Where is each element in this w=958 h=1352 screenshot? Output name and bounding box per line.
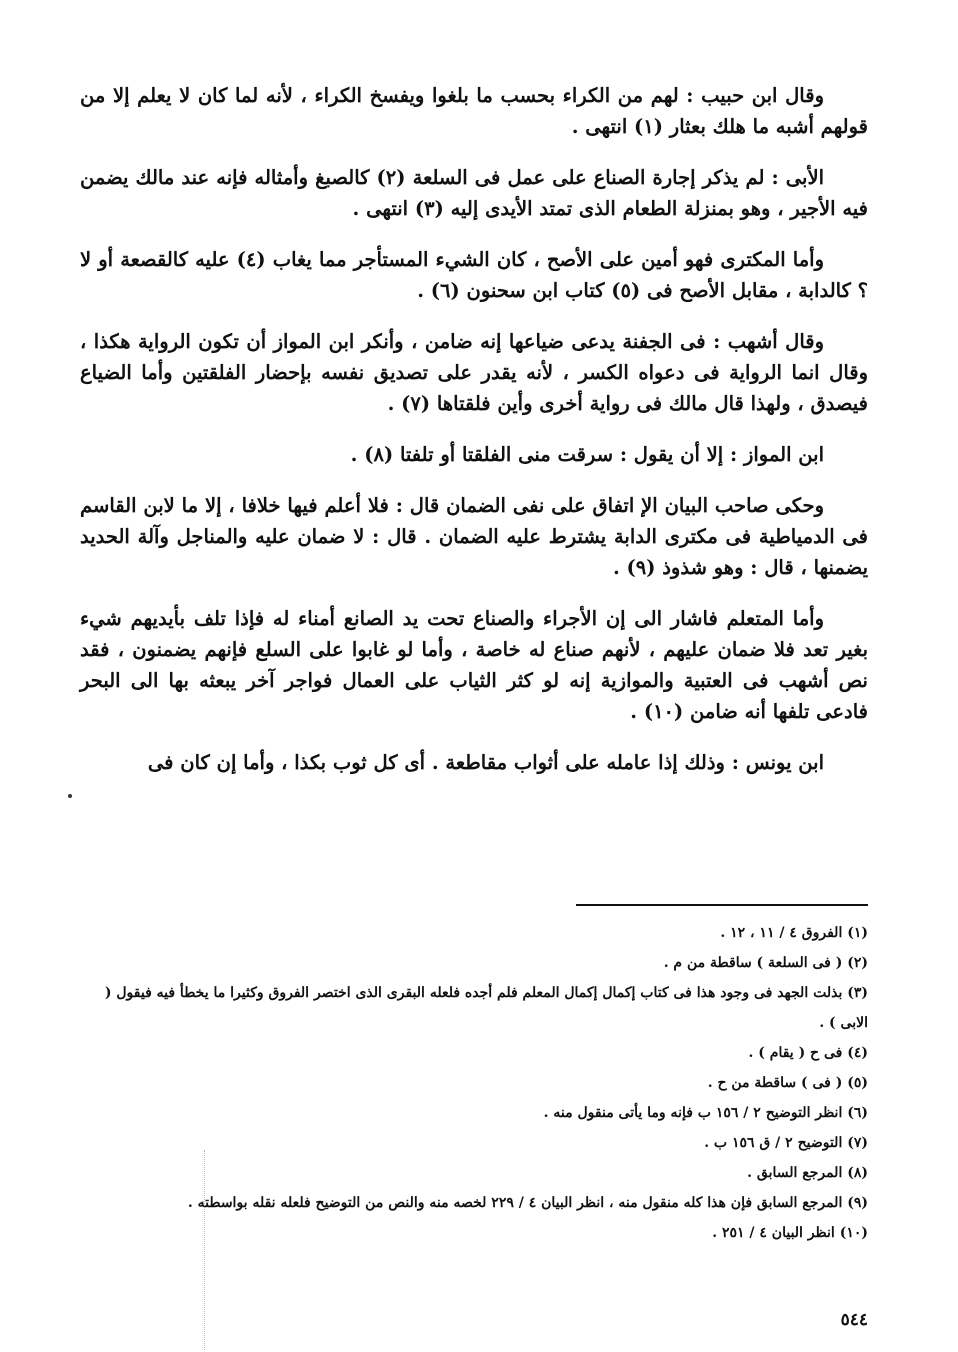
paragraph: ابن يونس : وذلك إذا عامله على أثواب مقاطعة . أى كل ثوب بكذا ، وأما إن كان فى xyxy=(147,751,824,774)
footnote: (٨) المرجع السابق . xyxy=(747,1165,868,1181)
footnotes xyxy=(80,918,868,1248)
footnote: (٧) التوضيح ٢ / ق ١٥٦ ب . xyxy=(704,1135,868,1151)
footnote-separator xyxy=(576,904,868,906)
page-number: ٥٤٤ xyxy=(840,1310,868,1330)
footnote: (٢) ( فى السلعة ) ساقطة من م . xyxy=(663,955,868,971)
scan-artifact-dot xyxy=(68,794,72,798)
main-text xyxy=(80,80,868,798)
paragraph: وحكى صاحب البيان الإ اتفاق على نفى الضمان قال : فلا أعلم فيها خلافا ، إلا ما لابن القاسم فى الدمياطية فى مكترى الدابة يشترط عليه الضمان . قال : لا ضمان عليه والمناجل وآلة الحديد يضمنها ، قال : وهو شذوذ (٩) . xyxy=(80,494,868,579)
footnote: (١) الفروق ٤ / ١١ ، ١٢ . xyxy=(720,925,868,941)
paragraph: وقال ابن حبيب : لهم من الكراء بحسب ما بلغوا ويفسخ الكراء ، لأنه لما كان لا يعلم إلا من قولهم أشبه ما هلك بعثار (١) انتهى . xyxy=(80,84,868,138)
paragraph: وقال أشهب : فى الجفنة يدعى ضياعها إنه ضامن ، وأنكر ابن المواز أن تكون الرواية هكذا ، وقال انما الرواية فى دعواه الكسر ، لأنه يقدر على تصديق نفسه بإحضار الفلقتين وأما الضياع فيصدق ، ولهذا قال مالك فى رواية أخرى وأين فلقتاها (٧) . xyxy=(80,330,868,415)
footnote: (٦) انظر التوضيح ٢ / ١٥٦ ب فإنه وما يأتى منقول منه . xyxy=(543,1105,868,1121)
paragraph: وأما المكترى فهو أمين على الأصح ، كان الشيء المستأجر مما يغاب (٤) عليه كالقصعة أو لا ؟ كالدابة ، مقابل الأصح فى (٥) كتاب ابن سحنون (٦) . xyxy=(80,248,868,302)
footnote: (٣) بذلت الجهد فى وجود هذا فى كتاب إكمال إكمال المعلم فلم أجده فلعله البقرى الذى اختصر الفروق وكثيرا ما يخطأ فيه فيقول ( الابى ) . xyxy=(104,985,868,1031)
paragraph: الأبى : لم يذكر إجارة الصناع على عمل فى السلعة (٢) كالصبغ وأمثاله فإنه عند مالك يضمن فيه الأجير ، وهو بمنزلة الطعام الذى تمتد الأيدى إليه (٣) انتهى . xyxy=(80,166,868,220)
scan-artifact-line xyxy=(204,1150,205,1350)
paragraph: ابن المواز : إلا أن يقول : سرقت منى الفلقتا أو تلفتا (٨) . xyxy=(350,443,824,466)
footnote: (٤) فى ح ( يقام ) . xyxy=(748,1045,868,1061)
footnote: (١٠) انظر البيان ٤ / ٢٥١ . xyxy=(712,1225,868,1241)
footnote: (٩) المرجع السابق فإن هذا كله منقول منه ، انظر البيان ٤ / ٢٢٩ لخصه منه والنص من التوضيح فلعله نقله بواسطته . xyxy=(187,1195,868,1211)
paragraph: وأما المتعلم فاشار الى إن الأجراء والصناع تحت يد الصانع أمناء له فإذا تلف بأيديهم شيء بغير تعد فلا ضمان عليهم ، لأنهم صناع له خاصة ، وأما لو غابوا على السلع فإنهم يضمنون ، فقد نص أشهب فى العتبية والموازية إنه لو كثر الثياب على العمال فواجر آخر يبعثه بها الى البحر فادعى تلفها أنه ضامن (١٠) . xyxy=(80,607,868,723)
footnote: (٥) ( فى ) ساقطة من ح . xyxy=(707,1075,868,1091)
